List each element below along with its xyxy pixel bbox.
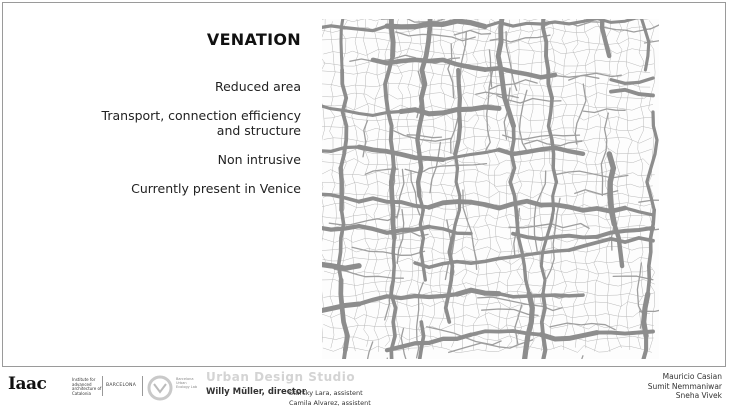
- vein: [520, 90, 528, 151]
- vein: [330, 22, 337, 349]
- vein: [543, 19, 552, 98]
- vein: [322, 26, 387, 31]
- vein: [569, 238, 653, 250]
- vein: [583, 109, 625, 113]
- vein: [419, 322, 424, 359]
- bullet-list: [83, 79, 301, 210]
- vein: [322, 247, 652, 254]
- vein: [572, 19, 578, 347]
- vein: [419, 196, 425, 280]
- vein: [583, 208, 625, 211]
- vein: [583, 19, 589, 348]
- footer: [0, 368, 730, 411]
- bullet-item: Transport, connection efficiency and structure: [101, 108, 301, 138]
- vein: [527, 250, 569, 255]
- vein: [322, 280, 655, 287]
- vein: [510, 126, 518, 238]
- vein: [322, 19, 326, 348]
- vein: [341, 280, 348, 350]
- vein: [322, 147, 359, 151]
- vein: [323, 346, 651, 353]
- vein: [542, 294, 545, 336]
- studio-assistant: Camila Alvarez, assistent: [289, 399, 371, 407]
- vein: [616, 21, 622, 348]
- vein: [611, 78, 653, 83]
- vein: [604, 24, 659, 32]
- vein: [648, 210, 654, 294]
- vein: [625, 208, 653, 215]
- iaac-subtitle: Institute for advanced architecture of Catalonia: [72, 377, 102, 396]
- vein: [352, 19, 359, 351]
- vein: [322, 226, 429, 233]
- vein: [324, 137, 652, 144]
- vein: [446, 238, 453, 322]
- studio-director: Willy Müller, director: [206, 387, 306, 397]
- vein: [449, 340, 533, 353]
- vein: [391, 168, 394, 238]
- vein: [391, 238, 394, 294]
- vein: [640, 19, 649, 70]
- vein: [324, 49, 652, 56]
- bullet-item: Non intrusive: [217, 152, 301, 167]
- vein: [644, 294, 648, 336]
- bcn-lab-text: Barcelona Urban Ecology Lab: [176, 377, 198, 389]
- vein: [517, 19, 524, 348]
- vein: [387, 358, 389, 359]
- vein: [594, 19, 601, 351]
- vein: [343, 350, 345, 359]
- vein: [613, 276, 653, 280]
- author-name: Sumit Nemmaniwar: [647, 381, 722, 391]
- vein: [597, 228, 653, 237]
- vein: [611, 90, 653, 96]
- vein: [609, 154, 614, 224]
- vein: [574, 356, 583, 359]
- bcn-lab-logo: [146, 374, 174, 402]
- vein: [401, 107, 499, 114]
- vein: [550, 323, 615, 330]
- vein: [549, 98, 557, 182]
- author-name: Sneha Vivek: [675, 391, 722, 400]
- vein: [417, 112, 422, 196]
- vein: [391, 19, 393, 56]
- studio-assistant: Starsky Lara, assistent: [289, 389, 363, 397]
- vein: [448, 44, 454, 98]
- divider: [102, 376, 103, 396]
- vein: [322, 82, 650, 88]
- vein: [542, 336, 545, 359]
- studio-name: Urban Design Studio: [206, 370, 356, 384]
- barcelona-label: BARCELONA: [106, 383, 137, 388]
- vein: [541, 333, 597, 339]
- vein: [341, 168, 342, 210]
- author-name: Mauricio Casian: [662, 372, 722, 381]
- vein: [329, 216, 397, 225]
- divider: [142, 376, 143, 396]
- bullet-item: Currently present in Venice: [131, 181, 301, 196]
- vein: [499, 294, 583, 297]
- vein: [363, 19, 370, 347]
- venation-pattern-image: [322, 19, 659, 359]
- vein: [642, 336, 646, 359]
- vein: [341, 70, 347, 168]
- vein: [602, 19, 609, 56]
- vein: [647, 112, 657, 210]
- vein: [457, 290, 499, 294]
- vein: [359, 294, 457, 304]
- author-list: [648, 372, 722, 401]
- vein: [471, 201, 583, 210]
- vein: [638, 19, 644, 348]
- vein: [387, 21, 485, 27]
- bullet-item: Reduced area: [214, 79, 301, 94]
- vein: [421, 19, 430, 112]
- iaac-logo: Iaac: [8, 374, 47, 394]
- slide-title: VENATION: [206, 30, 301, 49]
